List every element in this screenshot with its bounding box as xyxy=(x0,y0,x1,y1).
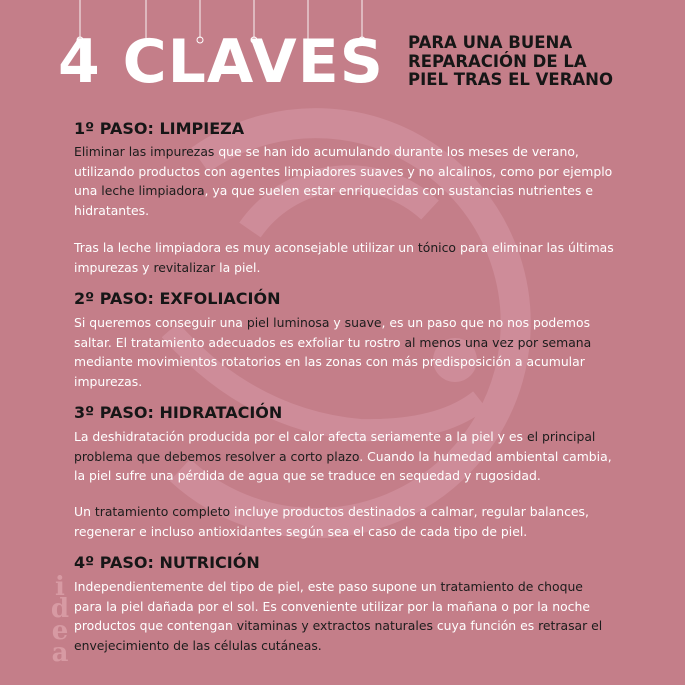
step-2-heading: 2º PASO: EXFOLIACIÓN xyxy=(74,289,281,308)
highlighted-text: suave xyxy=(344,315,382,330)
highlighted-text: revitalizar xyxy=(153,259,216,275)
subtitle-line-2: REPARACIÓN DE LA xyxy=(408,51,587,71)
body-text: para eliminar las últimas impurezas y xyxy=(74,240,614,275)
svg-text:d: d xyxy=(50,594,70,624)
body-text: incluye productos destinados a calmar, regular balances, regenerar e incluso antioxidantes según sea el caso de cada tipo de piel. xyxy=(74,504,589,539)
body-text: . Cuando la humedad ambiental cambia, la piel sufre una pérdida de agua que se traduce en sequedad y rugosidad. xyxy=(74,448,612,483)
highlighted-text: vitaminas y extractos naturales xyxy=(236,618,433,633)
svg-text:e: e xyxy=(51,616,69,646)
step-1-paragraph-2 xyxy=(74,238,614,277)
body-text: para la piel dañada por el sol. Es conveniente utilizar por la mañana o por la noche productos que contengan xyxy=(74,598,590,633)
body-text: Tras la leche limpiadora es muy aconsejable utilizar un xyxy=(74,240,418,255)
step-1-heading: 1º PASO: LIMPIEZA xyxy=(74,119,245,138)
step-1-paragraph-1 xyxy=(74,142,614,220)
svg-text:i: i xyxy=(55,575,65,602)
highlighted-text: el principal problema que debemos resolver a corto plazo xyxy=(74,429,596,464)
step-3-paragraph-1 xyxy=(74,427,614,486)
body-text: , es un paso que no nos podemos saltar. El tratamiento adecuados es exfoliar tu rostro xyxy=(74,315,591,350)
highlighted-text: al menos una vez por semana xyxy=(404,334,592,350)
step-4-paragraph-1 xyxy=(74,577,614,655)
subtitle-line-3: PIEL TRAS EL VERANO xyxy=(408,70,614,89)
body-text: Si queremos conseguir una xyxy=(74,315,247,330)
body-text: , ya que suelen estar enriquecidas con sustancias nutrientes e hidratantes. xyxy=(74,183,593,218)
body-text: La deshidratación producida por el calor afecta seriamente a la piel y es xyxy=(74,429,527,444)
highlighted-text: tratamiento completo xyxy=(94,504,231,519)
body-text: Independientemente del tipo de piel, este paso supone un xyxy=(74,579,441,594)
body-text: la piel. xyxy=(215,259,261,275)
svg-text:a: a xyxy=(51,638,69,665)
highlighted-text: leche limpiadora xyxy=(101,183,205,198)
body-text: que se han ido acumulando durante los meses de verano, utilizando productos con agentes limpiadores suaves y no alcalinos, como por ejemplo una xyxy=(74,144,613,198)
subtitle xyxy=(408,34,668,90)
highlighted-text: tónico xyxy=(417,240,457,255)
body-text: cuya función es xyxy=(432,618,539,633)
step-3-paragraph-2 xyxy=(74,502,614,541)
step-3-heading: 3º PASO: HIDRATACIÓN xyxy=(74,403,283,422)
highlighted-text: piel luminosa xyxy=(246,315,330,330)
body-text: y xyxy=(329,315,345,330)
highlighted-text: Eliminar las impurezas xyxy=(74,144,215,159)
step-2-paragraph-1 xyxy=(74,313,614,391)
subtitle-line-1: PARA UNA BUENA xyxy=(408,33,573,52)
body-text: Un xyxy=(74,504,95,519)
highlighted-text: tratamiento de choque xyxy=(440,579,583,594)
main-title: 4 CLAVES xyxy=(58,27,384,97)
body-text: mediante movimientos rotatorios en las zonas con más predisposición a acumular impurezas. xyxy=(74,354,585,389)
title-block xyxy=(58,0,398,110)
highlighted-text: retrasar el envejecimiento de las células cutáneas. xyxy=(74,618,603,653)
step-4-heading: 4º PASO: NUTRICIÓN xyxy=(74,553,260,572)
